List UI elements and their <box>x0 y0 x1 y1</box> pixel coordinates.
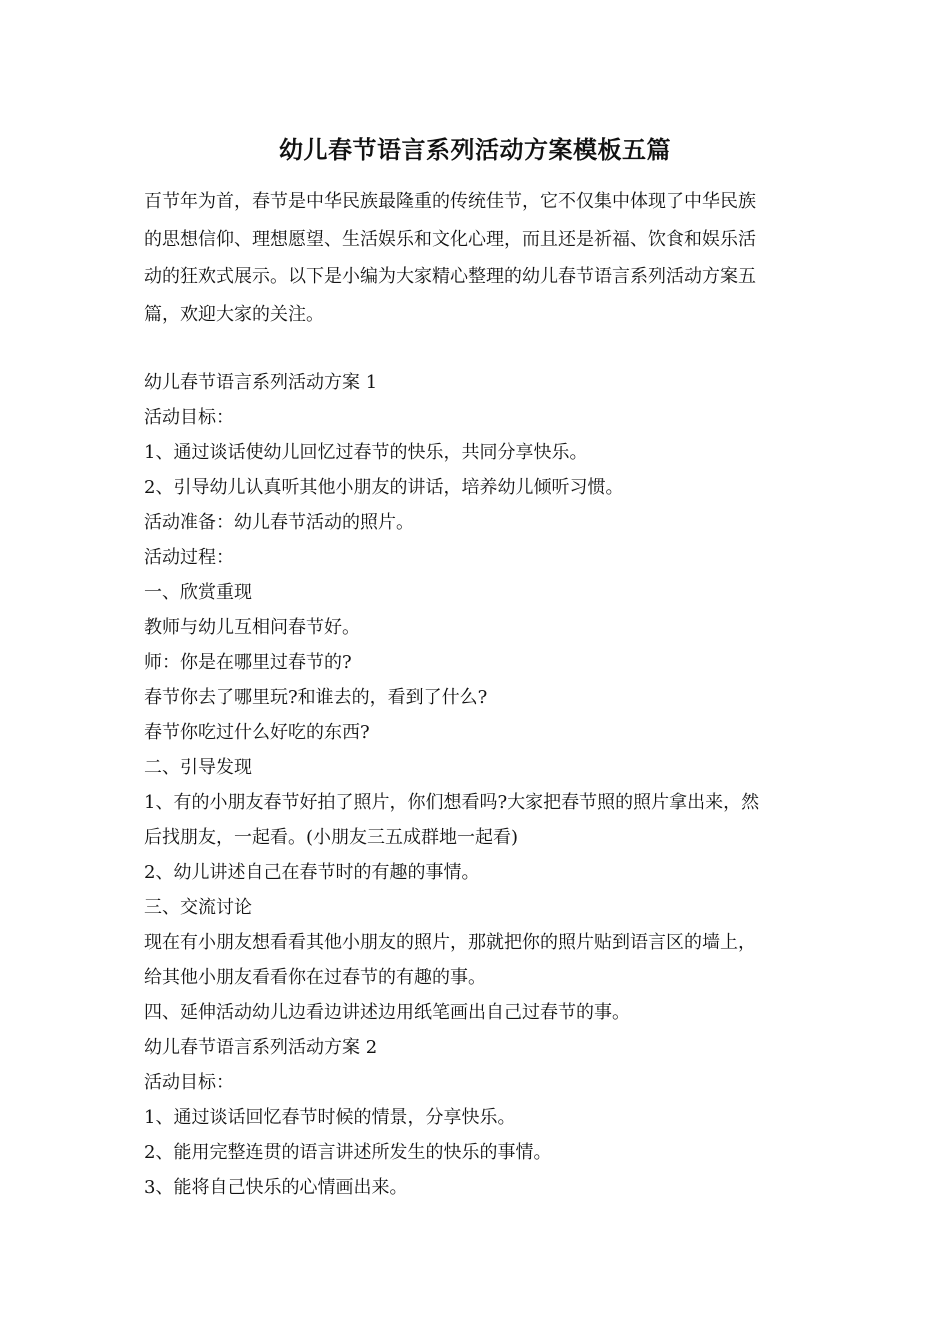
preparation-line: 活动准备：幼儿春节活动的照片。 <box>144 512 414 533</box>
objectives-heading: 活动目标： <box>144 1072 234 1093</box>
intro-line: 百节年为首，春节是中华民族最隆重的传统佳节，它不仅集中体现了中华民族 <box>144 191 756 212</box>
body-text-line: 2、幼儿讲述自己在春节时的有趣的事情。 <box>144 862 480 883</box>
section-heading-plan-1: 幼儿春节语言系列活动方案 1 <box>144 372 378 393</box>
section-heading-plan-2: 幼儿春节语言系列活动方案 2 <box>144 1037 378 1058</box>
objective-item: 2、能用完整连贯的语言讲述所发生的快乐的事情。 <box>144 1142 552 1163</box>
step-heading: 三、交流讨论 <box>144 897 252 918</box>
intro-line: 的思想信仰、理想愿望、生活娱乐和文化心理，而且还是祈福、饮食和娱乐活 <box>144 228 756 250</box>
intro-paragraph <box>144 183 808 333</box>
body-text-line: 师：你是在哪里过春节的? <box>144 652 352 673</box>
objective-item: 2、引导幼儿认真听其他小朋友的讲话，培养幼儿倾听习惯。 <box>144 477 624 498</box>
document-title: 幼儿春节语言系列活动方案模板五篇 <box>279 135 671 164</box>
body-text-line: 后找朋友，一起看。(小朋友三五成群地一起看) <box>144 827 519 848</box>
body-text-line: 教师与幼儿互相问春节好。 <box>144 617 360 638</box>
objective-item: 3、能将自己快乐的心情画出来。 <box>144 1177 408 1198</box>
step-heading: 四、延伸活动幼儿边看边讲述边用纸笔画出自己过春节的事。 <box>144 1002 630 1023</box>
body-text-line: 春节你去了哪里玩?和谁去的，看到了什么? <box>144 687 488 708</box>
objectives-heading: 活动目标： <box>144 407 234 428</box>
body-text-line: 1、有的小朋友春节好拍了照片，你们想看吗?大家把春节照的照片拿出来，然 <box>144 792 760 813</box>
step-heading: 一、欣赏重现 <box>144 582 252 603</box>
document-body <box>144 365 808 1205</box>
step-heading: 二、引导发现 <box>144 757 252 778</box>
body-text-line: 给其他小朋友看看你在过春节的有趣的事。 <box>144 967 486 988</box>
body-text-line: 现在有小朋友想看看其他小朋友的照片，那就把你的照片贴到语言区的墙上， <box>144 932 756 953</box>
body-text-line: 春节你吃过什么好吃的东西? <box>144 722 370 743</box>
process-heading: 活动过程： <box>144 547 234 568</box>
objective-item: 1、通过谈话使幼儿回忆过春节的快乐，共同分享快乐。 <box>144 442 588 463</box>
intro-line: 篇，欢迎大家的关注。 <box>144 303 324 325</box>
intro-line: 动的狂欢式展示。以下是小编为大家精心整理的幼儿春节语言系列活动方案五 <box>144 266 756 287</box>
objective-item: 1、通过谈话回忆春节时候的情景，分享快乐。 <box>144 1107 516 1128</box>
